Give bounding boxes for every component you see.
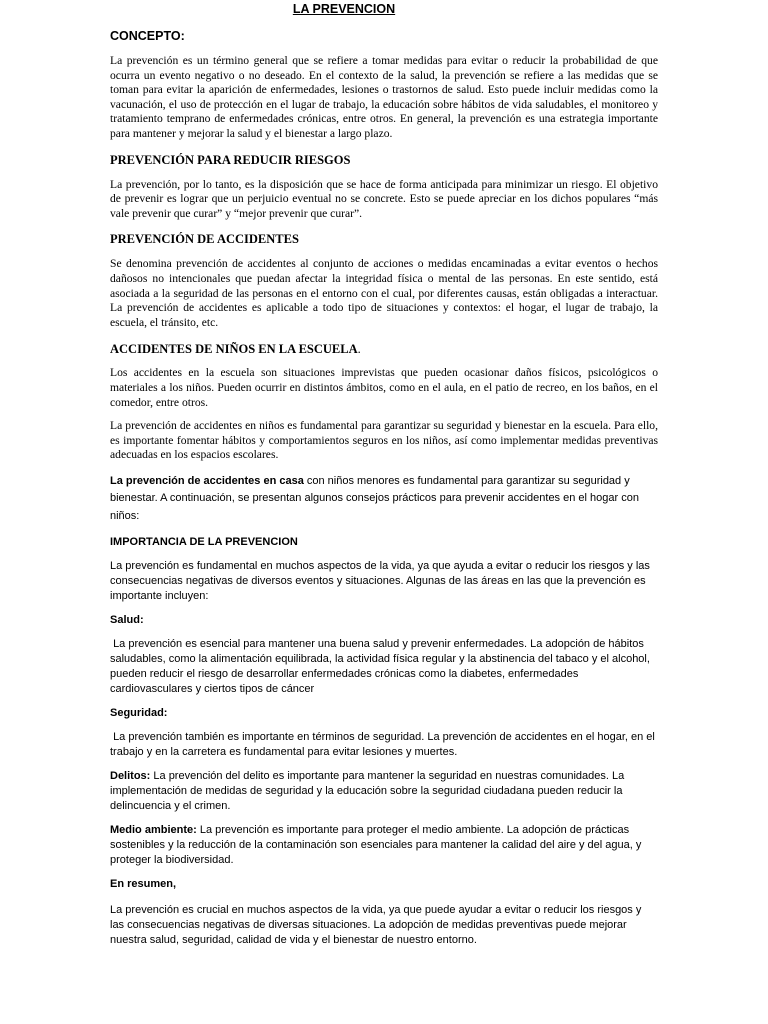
accidentes-paragraph: Se denomina prevención de accidentes al conjunto de acciones o medidas encaminadas a evitar eventos o hechos dañosos no intencionales que puedan afectar la integridad física o mental de las personas. En este sentido, está asociada a la seguridad de las personas en el entorno con el cual, por diferentes causas, están obligadas a interactuar. La prevención de accidentes es aplicable a todo tipo de situaciones y contextos: el hogar, el lugar de trabajo, la escuela, el tránsito, etc.: [110, 257, 658, 329]
escuela-heading-text: ACCIDENTES DE NIÑOS EN LA ESCUELA: [110, 342, 358, 357]
concepto-heading: CONCEPTO:: [110, 29, 185, 43]
importancia-paragraph: La prevención es fundamental en muchos aspectos de la vida, ya que ayuda a evitar o reducir los riesgos y las consecuencias negativas de diversos eventos y situaciones. Algunas de las áreas en las que la prevención es importante incluyen:: [110, 560, 650, 603]
concepto-paragraph: La prevención es un término general que se refiere a tomar medidas para evitar o reducir la probabilidad de que ocurra un evento negativo o no deseado. En el contexto de la salud, la prevención se refiere a las medidas que se toman para evitar la aparición de enfermedades, lesiones o trastornos de salud. Esto puede incluir medidas como la vacunación, el uso de protección en el lugar de trabajo, la educación sobre hábitos de vida saludables, el monitoreo y tratamiento temprano de enfermedades crónicas, entre otros. En general, la prevención es una estrategia importante para mantener y mejorar la salud y el bienestar a largo plazo.: [110, 54, 658, 140]
importancia-heading: IMPORTANCIA DE LA PREVENCION: [110, 536, 298, 549]
accidentes-heading: PREVENCIÓN DE ACCIDENTES: [110, 232, 299, 247]
riesgos-heading: PREVENCIÓN PARA REDUCIR RIESGOS: [110, 152, 351, 167]
seguridad-paragraph: La prevención también es importante en términos de seguridad. La prevención de accidentes en el hogar, en el trabajo y en la carretera es fundamental para evitar lesiones y muertes.: [110, 731, 658, 759]
escuela-heading-suffix: .: [357, 342, 361, 357]
escuela-paragraph-1: Los accidentes en la escuela son situaciones imprevistas que pueden ocasionar daños físicos, psicológicos o materiales a los niños. Pueden ocurrir en distintos ámbitos, como en el aula, en el patio de recreo, en los baños, en el comedor, entre otros.: [110, 366, 658, 409]
seguridad-heading: Seguridad:: [110, 707, 168, 720]
delitos-paragraph: [110, 769, 658, 814]
document-title: LA PREVENCION: [292, 2, 396, 16]
casa-body: con niños menores es fundamental para garantizar su seguridad y bienestar. A continuación, se presentan algunos consejos prácticos para prevenir accidentes en el hogar con niños:: [110, 474, 639, 522]
resumen-heading: En resumen,: [110, 878, 177, 891]
casa-paragraph: [110, 473, 658, 526]
riesgos-paragraph: La prevención, por lo tanto, es la disposición que se hace de forma anticipada para minimizar un riesgo. El objetivo de prevenir es lograr que un perjuicio eventual no se concrete. Esto se puede apreciar en los dichos populares “más vale prevenir que curar” y “mejor prevenir que curar”.: [110, 177, 658, 220]
salud-paragraph: La prevención es esencial para mantener una buena salud y prevenir enfermedades. La adopción de hábitos saludables, como la alimentación equilibrada, la actividad física regular y la abstinencia del tabaco y el alcohol, pueden reducir el riesgo de desarrollar enfermedades crónicas como la diabetes, enfermedades cardiovasculares y ciertos tipos de cáncer: [110, 638, 653, 696]
resumen-paragraph: La prevención es crucial en muchos aspectos de la vida, ya que puede ayudar a evitar o reducir los riesgos y las consecuencias negativas de diversas situaciones. La adopción de medidas preventivas puede mejorar nuestra salud, seguridad, calidad de vida y el bienestar de nuestro entorno.: [110, 904, 642, 947]
escuela-heading: [110, 341, 658, 357]
delitos-bold-lead: Delitos:: [110, 770, 151, 783]
medio-ambiente-bold-lead: Medio ambiente:: [110, 824, 197, 837]
delitos-body: La prevención del delito es importante para mantener la seguridad en nuestras comunidades. La implementación de medidas de seguridad y la educación sobre la seguridad ciudadana pueden reducir la delincuencia y el crimen.: [110, 770, 625, 813]
medio-ambiente-paragraph: [110, 823, 658, 868]
medio-ambiente-body: La prevención es importante para proteger el medio ambiente. La adopción de prácticas sostenibles y la reducción de la contaminación son esenciales para mantener la calidad del aire y del agua, y proteger la biodiversidad.: [110, 824, 642, 867]
casa-bold-lead: La prevención de accidentes en casa: [110, 474, 304, 487]
salud-heading: Salud:: [110, 614, 144, 627]
escuela-paragraph-2: La prevención de accidentes en niños es fundamental para garantizar su seguridad y bienestar en la escuela. Para ello, es importante fomentar hábitos y comportamientos seguros en los niños, así como implementar medidas preventivas adecuadas en los espacios escolares.: [110, 419, 658, 462]
